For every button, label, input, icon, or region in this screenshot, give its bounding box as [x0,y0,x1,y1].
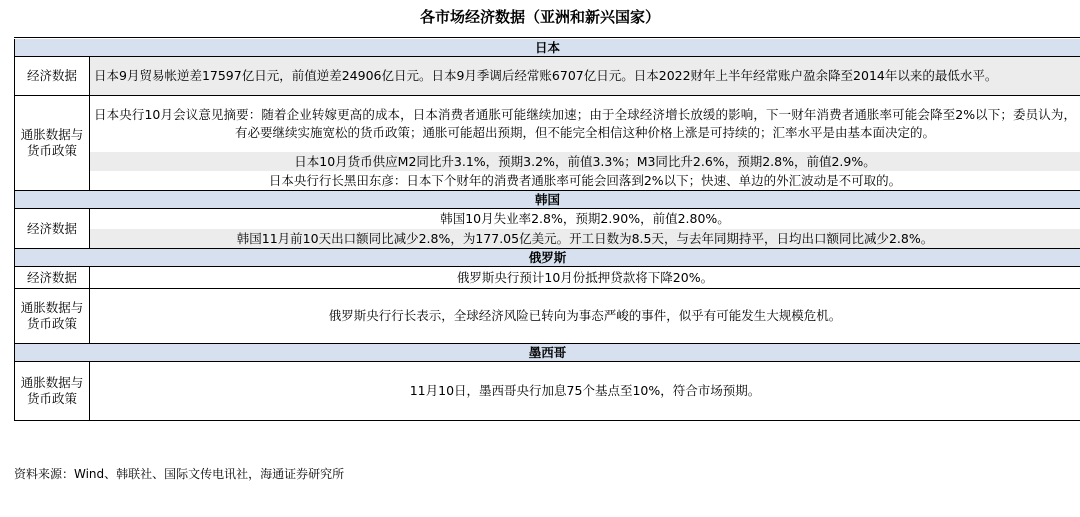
section-title-russia: 俄罗斯 [15,249,1080,267]
japan-policy-text-1: 日本央行10月会议意见摘要：随着企业转嫁更高的成本，日本消费者通胀可能继续加速；由于全球经济增长放缓的影响，下一财年消费者通胀率可能会降至2%以下；委员认为，有必要继续实施宽松的货币政策；通胀可能超出预期，但不能完全相信这种价格上涨是可持续的；汇率水平是由基本面决定的。 [94,107,1076,140]
table-row [15,96,1080,153]
russia-economic-text-1: 俄罗斯央行预计10月份抵押贷款将下降20%。 [90,267,1080,289]
japan-policy-text-2: 日本10月货币供应M2同比升3.1%，预期3.2%，前值3.3%；M3同比升2.6%，预期2.8%，前值2.9%。 [90,152,1080,171]
table-row [15,229,1080,249]
source-note: 资料来源：Wind、韩联社、国际文传电讯社，海通证券研究所 [14,467,345,481]
japan-policy-text-3: 日本央行行长黑田东彦：日本下个财年的消费者通胀率可能会回落到2%以下；快速、单边的外汇波动是不可取的。 [90,171,1080,191]
row-label-economic-data: 经济数据 [15,209,90,249]
mexico-policy-text-1: 11月10日，墨西哥央行加息75个基点至10%，符合市场预期。 [90,362,1080,421]
korea-economic-text-1: 韩国10月失业率2.8%，预期2.90%，前值2.80%。 [440,211,730,226]
table-row [15,152,1080,171]
row-label-inflation-policy: 通胀数据与货币政策 [15,289,90,344]
row-label-economic-data: 经济数据 [15,57,90,96]
japan-economic-data-text: 日本9月贸易帐逆差17597亿日元，前值逆差24906亿日元。日本9月季调后经常账6707亿日元。日本2022财年上半年经常账户盈余降至2014年以来的最低水平。 [90,57,1080,96]
section-header-japan [15,39,1080,57]
row-label-inflation-policy: 通胀数据与货币政策 [15,96,90,191]
table-row [15,362,1080,421]
section-title-mexico: 墨西哥 [15,344,1080,362]
section-header-mexico [15,344,1080,362]
economic-data-table [14,39,1080,421]
section-header-russia [15,249,1080,267]
table-row [15,267,1080,289]
table-row [15,289,1080,344]
korea-economic-text-2: 韩国11月前10天出口额同比减少2.8%，为177.05亿美元。开工日数为8.5天，与去年同期持平，日均出口额同比减少2.8%。 [90,229,1080,249]
page-title: 各市场经济数据（亚洲和新兴国家） [419,8,660,26]
row-label-inflation-policy: 通胀数据与货币政策 [15,362,90,421]
table-row [15,209,1080,230]
row-label-economic-data: 经济数据 [15,267,90,289]
title-divider [14,37,1080,38]
russia-policy-text-1: 俄罗斯央行行长表示，全球经济风险已转向为事态严峻的事件，似乎有可能发生大规模危机。 [90,289,1080,344]
table-row [15,171,1080,191]
table-row [15,57,1080,96]
section-title-japan: 日本 [15,39,1080,57]
section-header-korea [15,191,1080,209]
section-title-korea: 韩国 [15,191,1080,209]
